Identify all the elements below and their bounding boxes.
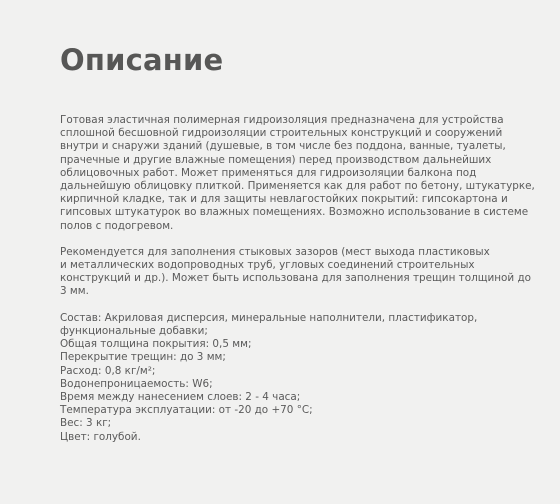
text-line: конструкций и др.). Может быть использована для заполнения трещин толщиной до [60,272,531,285]
description-content [60,114,535,444]
paragraph-gap [60,233,522,246]
text-line: облицовочных работ. Может применяться для гидроизоляции балкона под [60,166,477,179]
text-line: прачечные и другие влажные помещения) перед производством дальнейших [60,153,492,166]
spec-line: Перекрытие трещин: до 3 мм; [60,351,226,364]
text-line: 3 мм. [60,285,89,298]
text-line: гипсовых штукатурок во влажных помещениях. Возможно использование в системе [60,206,529,219]
spec-line: Водонепроницаемость: W6; [60,377,213,390]
text-line: полов с подогревом. [60,219,174,232]
specs-paragraph [60,312,522,444]
text-line: Рекомендуется для заполнения стыковых зазоров (мест выхода пластиковых [60,245,490,258]
spec-line: Цвет: голубой. [60,430,141,443]
spec-line: Время между нанесением слоев: 2 - 4 часа; [60,390,301,403]
paragraph-gap [60,299,522,312]
page-title: Описание [60,43,224,77]
text-line: кирпичной кладке, так и для защиты невлагостойких покрытий: гипсокартона и [60,193,508,206]
text-line: и металлических водопроводных труб, угловых соединений строительных [60,259,475,272]
text-line: внутри и снаружи зданий (душевые, в том числе без поддона, ванные, туалеты, [60,140,506,153]
spec-line: Расход: 0,8 кг/м²; [60,364,156,377]
spec-line: функциональные добавки; [60,325,208,337]
text-line: сплошной бесшовной гидроизоляции строительных конструкций и сооружений [60,127,503,140]
spec-line: Температура эксплуатации: от -20 до +70 °С; [60,404,313,417]
spec-line: Состав: Акриловая дисперсия, минеральные наполнители, пластификатор, [60,311,478,324]
recommendation-paragraph [60,245,531,299]
spec-line: Общая толщина покрытия: 0,5 мм; [60,338,252,351]
spec-line: Вес: 3 кг; [60,417,112,430]
description-paragraph [60,114,535,233]
text-line: дальнейшую облицовку плиткой. Применяется как для работ по бетону, штукатурке, [60,179,535,192]
text-line: Готовая эластичная полимерная гидроизоляция предназначена для устройства [60,114,504,126]
